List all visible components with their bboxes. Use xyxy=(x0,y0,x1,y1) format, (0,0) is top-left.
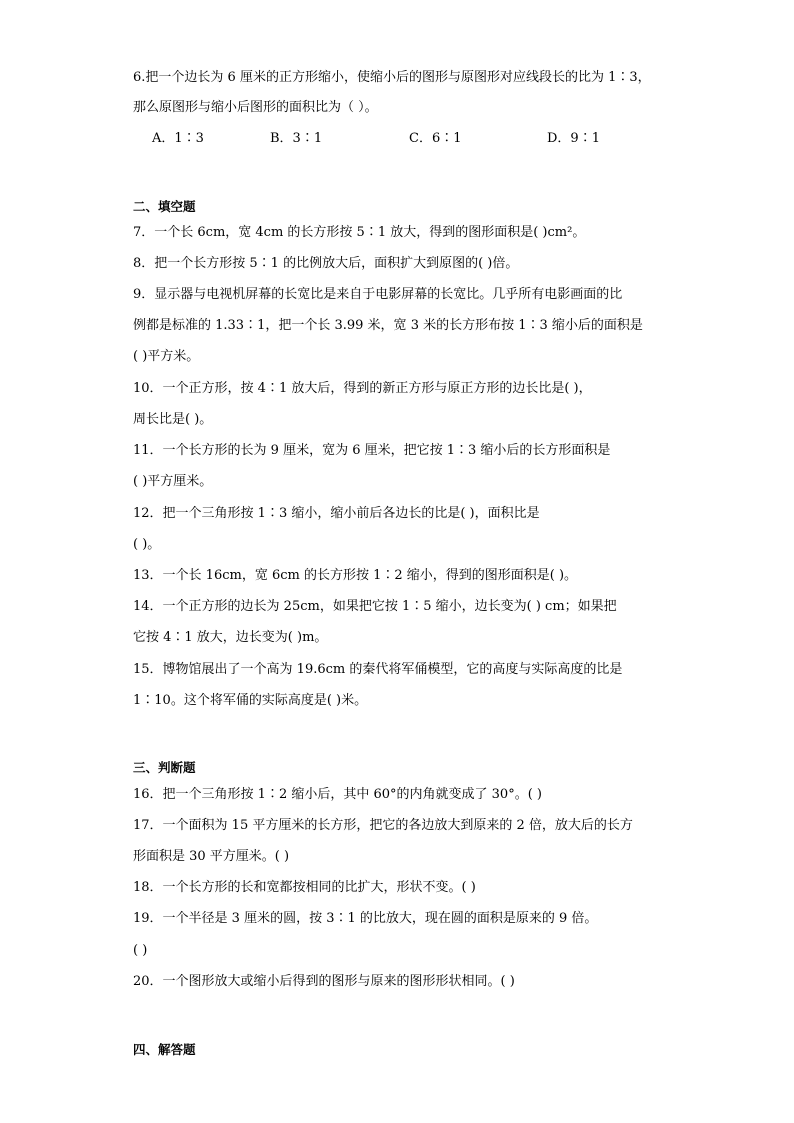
question-line: 7．一个长 6cm，宽 4cm 的长方形按 5∶1 放大，得到的图形面积是( )cm²。 xyxy=(133,225,586,240)
question-line: ( )平方米。 xyxy=(133,349,200,364)
question-line: 它按 4∶1 放大，边长变为( )m。 xyxy=(133,630,328,645)
section-heading-solve: 四、解答题 xyxy=(133,1042,196,1057)
question-line: 19．一个半径是 3 厘米的圆，按 3∶1 的比放大，现在圆的面积是原来的 9 倍。 xyxy=(133,911,598,926)
question-line: 14．一个正方形的边长为 25cm，如果把它按 1∶5 缩小，边长变为( ) cm；如果把 xyxy=(133,599,617,614)
question-line: 形面积是 30 平方厘米。( ) xyxy=(133,849,290,864)
question-line: 18．一个长方形的长和宽都按相同的比扩大，形状不变。( ) xyxy=(133,880,476,895)
question-line: 20．一个图形放大或缩小后得到的图形与原来的图形形状相同。( ) xyxy=(133,974,515,989)
question-line: 16．把一个三角形按 1∶2 缩小后，其中 60°的内角就变成了 30°。( ) xyxy=(133,787,542,802)
question-line: 15．博物馆展出了一个高为 19.6cm 的秦代将军俑模型，它的高度与实际高度的比是 xyxy=(133,662,623,677)
question-line: 1∶10。这个将军俑的实际高度是( )米。 xyxy=(133,693,368,708)
q6-option-b: B．3∶1 xyxy=(270,131,323,146)
question-line: 8．把一个长方形按 5∶1 的比例放大后，面积扩大到原图的( )倍。 xyxy=(133,256,519,271)
question-line: 17．一个面积为 15 平方厘米的长方形，把它的各边放大到原来的 2 倍，放大后的长方 xyxy=(133,818,633,833)
q6-option-d: D．9∶1 xyxy=(547,131,600,146)
question-line: ( ) xyxy=(133,943,148,958)
q6-option-a: A．1∶3 xyxy=(152,131,204,146)
q6-option-c: C．6∶1 xyxy=(409,131,462,146)
question-line: ( )平方厘米。 xyxy=(133,474,213,489)
section-heading-true-false: 三、判断题 xyxy=(133,760,196,775)
question-line: 例都是标准的 1.33∶1，把一个长 3.99 米，宽 3 米的长方形布按 1∶3 缩小后的面积是 xyxy=(133,318,643,333)
section-heading-fill-blank: 二、填空题 xyxy=(133,199,196,214)
question-line: 12．把一个三角形按 1∶3 缩小，缩小前后各边长的比是( )，面积比是 xyxy=(133,506,540,521)
question-line: 9．显示器与电视机屏幕的长宽比是来自于电影屏幕的长宽比。几乎所有电影画面的比 xyxy=(133,287,623,302)
question-line: ( )。 xyxy=(133,537,161,552)
question-line: 周长比是( )。 xyxy=(133,412,213,427)
q6-line-1: 6.把一个边长为 6 厘米的正方形缩小，使缩小后的图形与原图形对应线段长的比为 1∶3， xyxy=(133,70,651,85)
question-line: 13．一个长 16cm，宽 6cm 的长方形按 1∶2 缩小，得到的图形面积是( )。 xyxy=(133,568,578,583)
q6-line-2: 那么原图形与缩小后图形的面积比为（ ）。 xyxy=(133,100,378,115)
question-line: 10．一个正方形，按 4∶1 放大后，得到的新正方形与原正方形的边长比是( )， xyxy=(133,381,592,396)
question-line: 11．一个长方形的长为 9 厘米，宽为 6 厘米，把它按 1∶3 缩小后的长方形面积是 xyxy=(133,443,611,458)
